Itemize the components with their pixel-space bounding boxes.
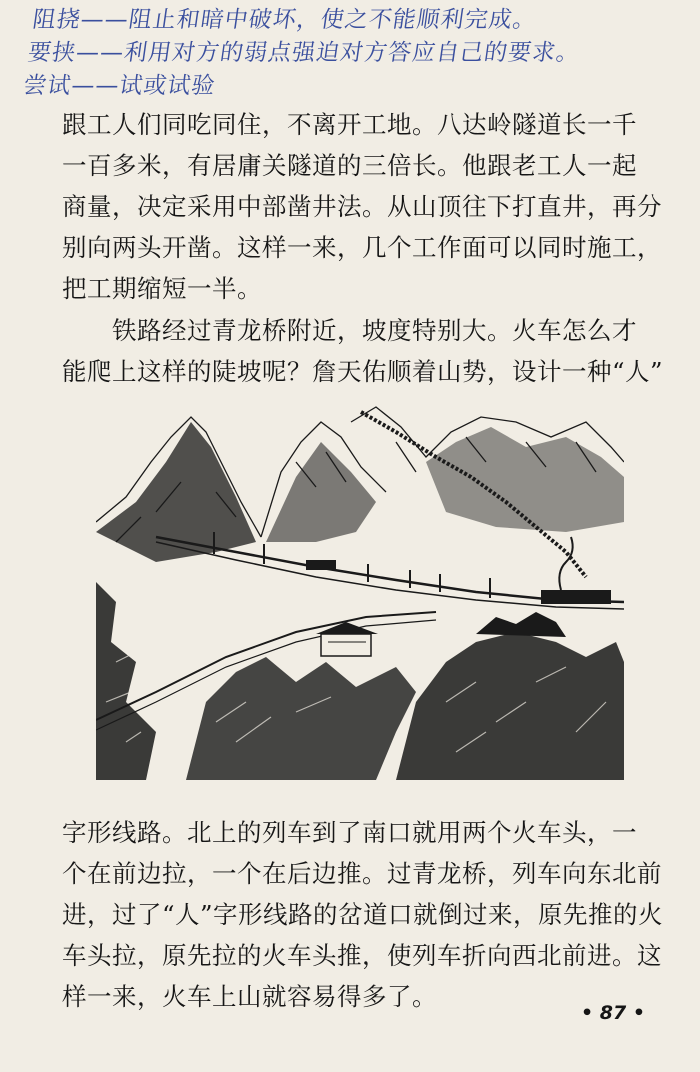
page-number: • 87 • (581, 1002, 645, 1024)
text-line: 一百多米，有居庸关隧道的三倍长。他跟老工人一起 (62, 151, 637, 180)
text-line: 个在前边拉，一个在后边推。过青龙桥，列车向东北前 (62, 859, 662, 888)
mountain-railway-illustration (96, 402, 624, 780)
station-icon (316, 622, 378, 656)
paragraph-slope (62, 310, 664, 392)
handwritten-annotations (21, 4, 695, 103)
text-line: 跟工人们同吃同住，不离开工地。八达岭隧道长一千 (62, 110, 637, 139)
text-line: 车头拉，原先拉的火车头推，使列车折向西北前进。这 (62, 941, 662, 970)
text-line: 字形线路。北上的列车到了南口就用两个火车头，一 (62, 818, 637, 847)
text-line: 能爬上这样的陡坡呢？詹天佑顺着山势，设计一种“人” (62, 357, 664, 386)
text-line: 样一来，火车上山就容易得多了。 (62, 982, 437, 1011)
text-line: 把工期缩短一半。 (62, 274, 262, 303)
text-line: 别向两头开凿。这样一来，几个工作面可以同时施工， (62, 233, 662, 262)
text-line: 商量，决定采用中部凿井法。从山顶往下打直井，再分 (62, 192, 662, 221)
paragraph-zigzag-line (62, 812, 664, 1017)
train-icon (306, 537, 611, 604)
annotation-line: 要挟——利用对方的弱点强迫对方答应自己的要求。 (26, 40, 582, 66)
paragraph-tunnel (62, 104, 662, 309)
text-line: 铁路经过青龙桥附近，坡度特别大。火车怎么才 (112, 316, 637, 345)
annotation-line: 尝试——试或试验 (21, 73, 218, 99)
annotation-line: 阻挠——阻止和暗中破坏，使之不能顺利完成。 (30, 7, 539, 33)
text-line: 进，过了“人”字形线路的岔道口就倒过来，原先推的火 (62, 900, 664, 929)
